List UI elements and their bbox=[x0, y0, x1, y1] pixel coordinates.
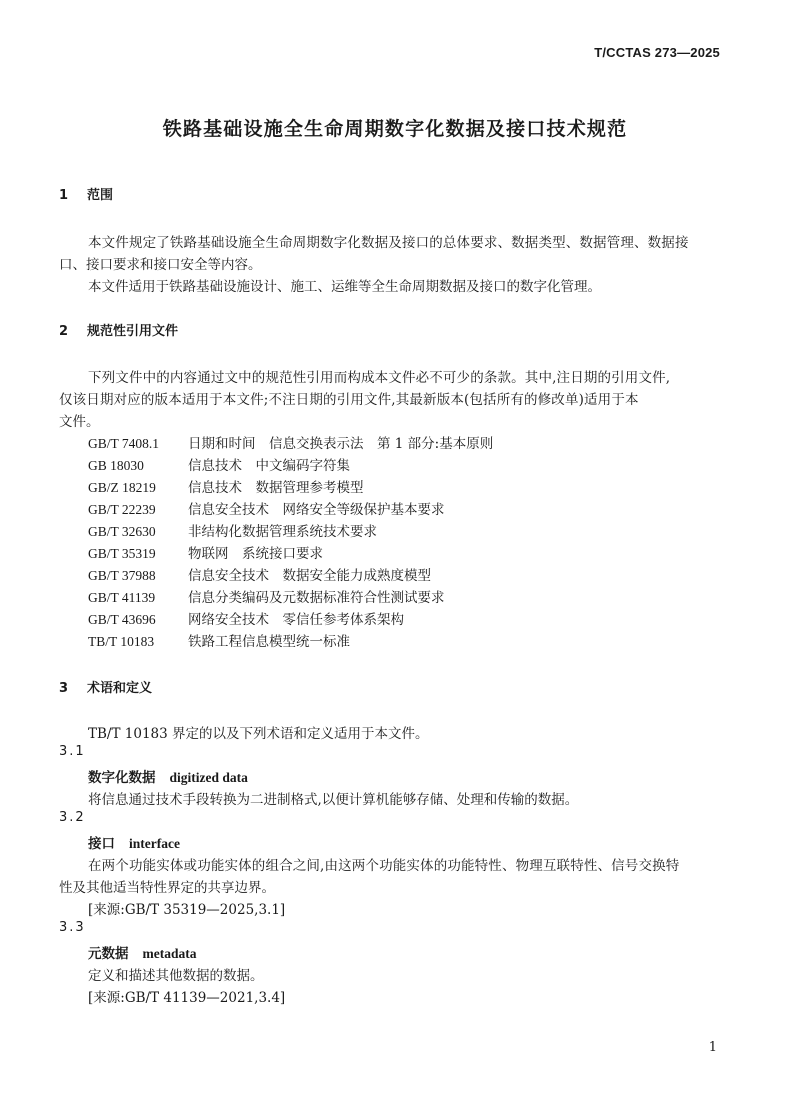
references-intro-line-2: 仅该日期对应的版本适用于本文件;不注日期的引用文件,其最新版本(包括所有的修改单)适用于本 bbox=[59, 392, 639, 408]
term-source: [来源:GB/T 35319—2025,3.1] bbox=[88, 902, 286, 918]
reference-code: GB/T 32630 bbox=[88, 524, 156, 539]
term-number: 3.3 bbox=[59, 920, 86, 935]
reference-title: 非结构化数据管理系统技术要求 bbox=[188, 524, 377, 540]
section-title: 术语和定义 bbox=[87, 681, 153, 696]
section-1-heading bbox=[59, 184, 113, 203]
reference-code: GB/T 43696 bbox=[88, 612, 156, 627]
references-intro-line-3: 文件。 bbox=[59, 414, 100, 430]
reference-item bbox=[88, 498, 445, 518]
reference-title: 信息技术 中文编码字符集 bbox=[188, 458, 350, 474]
scope-paragraph-1-line-2: 口、接口要求和接口安全等内容。 bbox=[59, 257, 262, 273]
section-2-heading bbox=[59, 320, 178, 339]
reference-item bbox=[88, 630, 350, 650]
reference-code: TB/T 10183 bbox=[88, 634, 155, 649]
reference-code: GB/Z 18219 bbox=[88, 480, 156, 495]
term-source: [来源:GB/T 41139—2021,3.4] bbox=[88, 990, 286, 1006]
section-title: 范围 bbox=[87, 188, 114, 203]
term-name-en: digitized data bbox=[169, 770, 248, 785]
reference-code: GB 18030 bbox=[88, 458, 144, 473]
term-definition: 定义和描述其他数据的数据。 bbox=[88, 968, 264, 984]
reference-title: 铁路工程信息模型统一标准 bbox=[188, 634, 350, 650]
term-definition: 将信息通过技术手段转换为二进制格式,以便计算机能够存储、处理和传输的数据。 bbox=[88, 792, 579, 808]
term-definition-line-2: 性及其他适当特性界定的共享边界。 bbox=[59, 880, 275, 896]
term-number: 3.1 bbox=[59, 744, 86, 759]
reference-code: GB/T 37988 bbox=[88, 568, 156, 583]
section-number: 1 bbox=[59, 188, 69, 203]
section-title: 规范性引用文件 bbox=[87, 324, 179, 339]
reference-code: GB/T 35319 bbox=[88, 546, 156, 561]
reference-code: GB/T 41139 bbox=[88, 590, 156, 605]
reference-code: GB/T 7408.1 bbox=[88, 436, 160, 451]
term-number: 3.2 bbox=[59, 810, 86, 825]
reference-title: 日期和时间 信息交换表示法 第 1 部分:基本原则 bbox=[188, 436, 494, 452]
document-title: 铁路基础设施全生命周期数字化数据及接口技术规范 bbox=[162, 118, 628, 140]
reference-item bbox=[88, 564, 431, 584]
term-name-en: interface bbox=[129, 836, 180, 851]
term-name bbox=[88, 942, 197, 962]
references-intro-line-1: 下列文件中的内容通过文中的规范性引用而构成本文件必不可少的条款。其中,注日期的引用文件, bbox=[88, 370, 671, 386]
reference-item bbox=[88, 608, 404, 628]
term-name-zh: 数字化数据 bbox=[88, 770, 156, 786]
term-name-zh: 接口 bbox=[88, 836, 115, 852]
reference-item bbox=[88, 454, 350, 474]
term-name-en: metadata bbox=[142, 946, 197, 961]
reference-item bbox=[88, 586, 445, 606]
reference-title: 信息分类编码及元数据标准符合性测试要求 bbox=[188, 590, 445, 606]
reference-code: GB/T 22239 bbox=[88, 502, 156, 517]
term-definition-line-1: 在两个功能实体或功能实体的组合之间,由这两个功能实体的功能特性、物理互联特性、信号交换特 bbox=[88, 858, 680, 874]
terms-intro: TB/T 10183 界定的以及下列术语和定义适用于本文件。 bbox=[88, 726, 429, 742]
section-number: 2 bbox=[59, 324, 69, 339]
section-number: 3 bbox=[59, 681, 69, 696]
reference-item bbox=[88, 432, 493, 452]
reference-title: 网络安全技术 零信任参考体系架构 bbox=[188, 612, 404, 628]
section-3-heading bbox=[59, 677, 152, 696]
page-number: 1 bbox=[708, 1040, 717, 1055]
term-name-zh: 元数据 bbox=[88, 946, 129, 962]
scope-paragraph-2: 本文件适用于铁路基础设施设计、施工、运维等全生命周期数据及接口的数字化管理。 bbox=[88, 279, 601, 295]
reference-title: 信息安全技术 网络安全等级保护基本要求 bbox=[188, 502, 445, 518]
term-name bbox=[88, 766, 248, 786]
term-name bbox=[88, 832, 180, 852]
reference-item bbox=[88, 520, 377, 540]
scope-paragraph-1-line-1: 本文件规定了铁路基础设施全生命周期数字化数据及接口的总体要求、数据类型、数据管理、数据接 bbox=[88, 235, 689, 251]
reference-title: 信息安全技术 数据安全能力成熟度模型 bbox=[188, 568, 431, 584]
reference-item bbox=[88, 542, 323, 562]
reference-title: 物联网 系统接口要求 bbox=[188, 546, 323, 562]
document-number: T/CCTAS 273—2025 bbox=[594, 45, 720, 60]
reference-item bbox=[88, 476, 364, 496]
reference-title: 信息技术 数据管理参考模型 bbox=[188, 480, 364, 496]
